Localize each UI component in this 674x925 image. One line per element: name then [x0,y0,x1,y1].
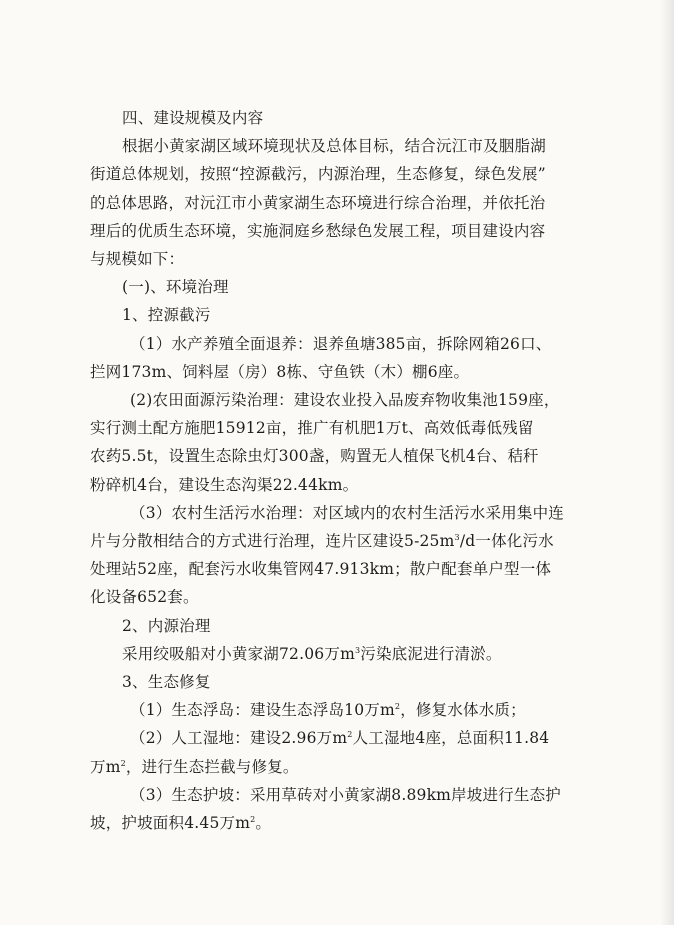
superscript: 3 [354,645,361,655]
text-run: 万m [90,757,121,776]
text-run: 坡，护坡面积4.45万m [90,814,251,833]
paragraph-line: （3）生态护坡：采用草砖对小黄家湖8.89km岸坡进行生态护 [130,785,561,804]
paragraph-line: 实行测土配方施肥15912亩，推广有机肥1万t、高效低毒低残留 [90,419,534,438]
text-run: ，修复水体水质； [400,701,526,720]
text-run: 人工湿地4座，总面积11.84 [352,729,550,748]
subsection-heading: (一)、环境治理 [122,278,229,297]
paragraph-line: 拦网173m、饲料屋（房）8栋、守鱼铁（木）棚6座。 [90,362,470,381]
paragraph-line [130,696,642,724]
text-run: ，进行生态拦截与修复。 [125,757,299,776]
text-run: （2）人工湿地：建设2.96万m [130,729,348,748]
paragraph-line: 理后的优质生态环境，实施洞庭乡愁绿色发展工程，项目建设内容 [90,221,546,240]
superscript: 2 [250,814,256,824]
superscript: 2 [120,758,126,768]
paragraph-line [122,640,642,668]
item-heading: 2、内源治理 [122,616,211,635]
item-heading: 3、生态修复 [122,673,211,692]
paragraph-line: 化设备652套。 [90,588,199,607]
paragraph-line [90,753,642,781]
paragraph-line: 粉碎机4台，建设生态沟渠22.44km。 [90,475,359,494]
text-run: /d一体化污水 [459,532,554,551]
text-run: 污染底泥进行清淤。 [360,644,502,663]
section-heading: 四、建设规模及内容 [122,109,264,127]
scan-edge-shadow [660,0,674,925]
paragraph-line: 根据小黄家湖区域环境现状及总体目标，结合沅江市及胭脂湖 [122,137,546,156]
paragraph-line [90,527,642,555]
superscript: 3 [454,532,460,542]
paragraph-line [130,724,642,752]
paragraph-line: 农药5.5t，设置生态除虫灯300盏，购置无人植保飞机4台、秸秆 [90,447,539,466]
paragraph-line: 与规模如下： [90,250,185,269]
paragraph-line: (2)农田面源污染治理：建设农业投入品废弃物收集池159座， [130,391,560,410]
paragraph-line: （1）水产养殖全面退养：退养鱼塘385亩，拆除网箱26口、 [130,334,552,353]
paragraph-line: （3）农村生活污水治理：对区域内的农村生活污水采用集中连 [130,503,564,522]
text-run: （1）生态浮岛：建设生态浮岛10万m [130,701,395,720]
paragraph-line [90,809,642,837]
superscript: 2 [347,730,353,740]
text-run: 片与分散相结合的方式进行治理，连片区建设5-25m [90,532,455,551]
paragraph-line: 街道总体规划，按照“控源截污，内源治理，生态修复，绿色发展” [90,165,546,184]
text-run: 。 [255,814,272,833]
paragraph-line: 的总体思路，对沅江市小黄家湖生态环境进行综合治理，并依托治 [90,193,546,212]
text-run: 采用绞吸船对小黄家湖72.06万m [122,644,355,663]
paragraph-line: 处理站52座，配套污水收集管网47.913km；散户配套单户型一体 [90,560,552,579]
item-heading: 1、控源截污 [122,306,211,325]
superscript: 2 [394,702,401,712]
document-body [90,104,642,837]
